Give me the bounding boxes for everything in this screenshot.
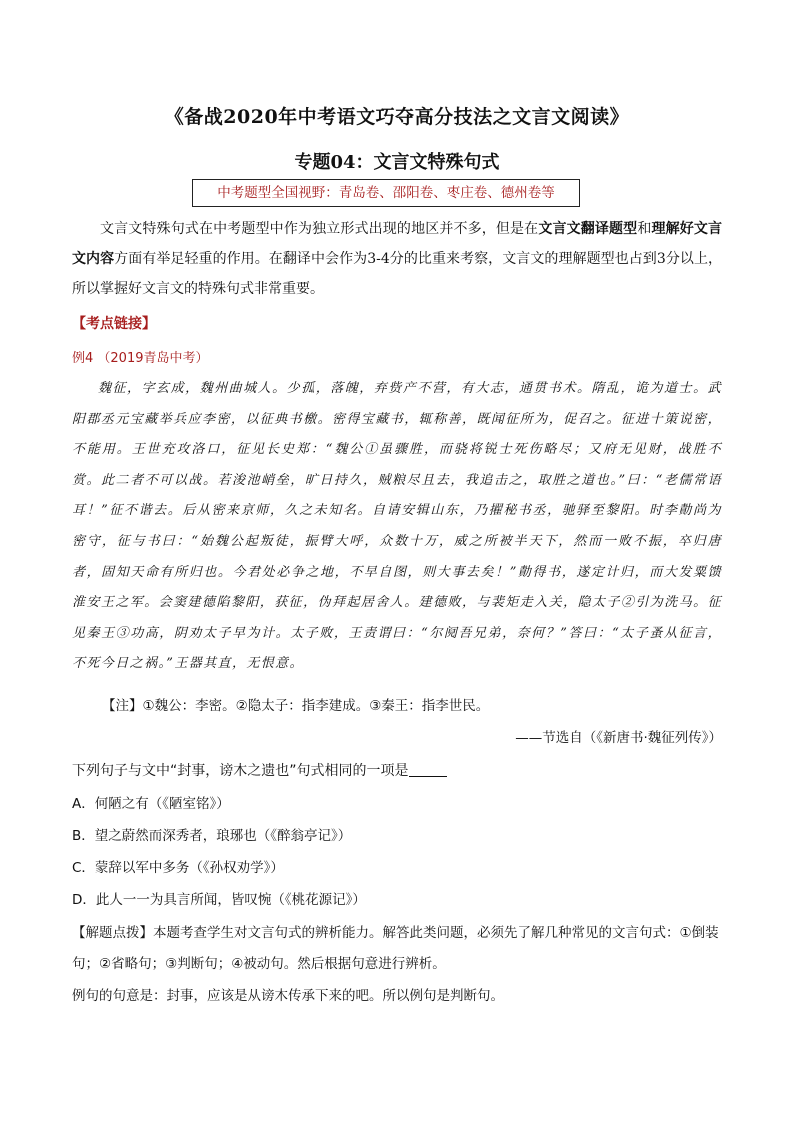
classical-passage: 魏征，字玄成，魏州曲城人。少孤，落魄，弃赀产不营，有大志，通贯书术。隋乱，诡为道士。武阳郡丞元宝藏举兵应李密，以征典书檄。密得宝藏书，辄称善，既闻征所为，促召之。征进十策说密，不能用。王世充攻洛口，征见长史郑：“魏公①虽骤胜，而骁将锐士死伤略尽；又府无见财，战胜不赏。此二者不可以战。若浚池峭垒，旷日持久，贼粮尽且去，我追击之，取胜之道也。”曰：“老儒常语耳！”征不谐去。后从密来京师，久之未知名。自请安辑山东，乃擢秘书丞，驰驿至黎阳。时李勣尚为密守，征与书曰：“始魏公起叛徒，振臂大呼，众数十万，威之所被半天下，然而一败不振，卒归唐者，固知天命有所归也。今君处必争之地，不早自图，则大事去矣！”勣得书，遂定计归，而大发粟馈淮安王之军。会窦建德陷黎阳，获征，伪拜起居舍人。建德败，与裴矩走入关，隐太子②引为洗马。征见秦王③功高，阴劝太子早为计。太子败，王责谓曰：“尔阋吾兄弟，奈何？”答曰：“太子蚤从征言，不死今日之祸。”王器其直，无恨意。: [72, 381, 722, 672]
intro-text-2: 和: [637, 221, 652, 237]
example-label: 例4 （2019青岛中考）: [72, 351, 209, 366]
intro-text-3: 方面有举足轻重的作用。在翻译中会作为3-4分的比重来考察，文言文的理解题型也占到3分以上，所以掌握好文言文的特殊句式非常重要。: [72, 251, 722, 297]
analysis-text: 本题考查学生对文言句式的辨析能力。解答此类问题，必须先了解几种常见的文言句式：①倒装句；②省略句；③判断句；④被动句。然后根据句意进行辨析。: [72, 925, 719, 972]
footnote: 【注】①魏公：李密。②隐太子：指李建成。③秦王：指李世民。: [102, 698, 490, 714]
intro-paragraph: [72, 214, 722, 304]
option-c[interactable]: C．蒙辞以军中多务（《孙权劝学》）: [72, 860, 284, 876]
analysis-paragraph: [72, 918, 724, 980]
option-a[interactable]: A．何陋之有（《陋室铭》）: [72, 796, 230, 812]
conclusion-text: 例句的句意是：封事，应该是从谤木传承下来的吧。所以例句是判断句。: [72, 988, 504, 1004]
option-b[interactable]: B．望之蔚然而深秀者，琅琊也（《醉翁亭记》）: [72, 828, 352, 844]
intro-bold-translation: 文言文翻译题型: [538, 221, 638, 237]
source-citation: ——节选自（《新唐书·魏征列传》）: [515, 730, 722, 746]
exam-scope-box: 中考题型全国视野：青岛卷、邵阳卷、枣庄卷、德州卷等: [192, 179, 580, 207]
document-title: 《备战2020年中考语文巧夺高分技法之文言文阅读》: [164, 106, 630, 128]
answer-blank[interactable]: [409, 762, 447, 777]
option-d[interactable]: D．此人一一为具言所闻，皆叹惋（《桃花源记》）: [72, 892, 366, 908]
analysis-tag: 【解题点拨】: [72, 925, 153, 941]
document-subtitle: 专题04：文言文特殊句式: [294, 152, 500, 173]
intro-bold-comprehension: 理解好文言文内容: [72, 221, 723, 267]
question-text: 下列句子与文中“封事，谤木之遗也”句式相同的一项是: [72, 763, 409, 779]
question-stem: [72, 760, 447, 780]
section-label-exam-link: 【考点链接】: [72, 316, 156, 332]
intro-text-1: 文言文特殊句式在中考题型中作为独立形式出现的地区并不多，但是在: [100, 221, 539, 237]
